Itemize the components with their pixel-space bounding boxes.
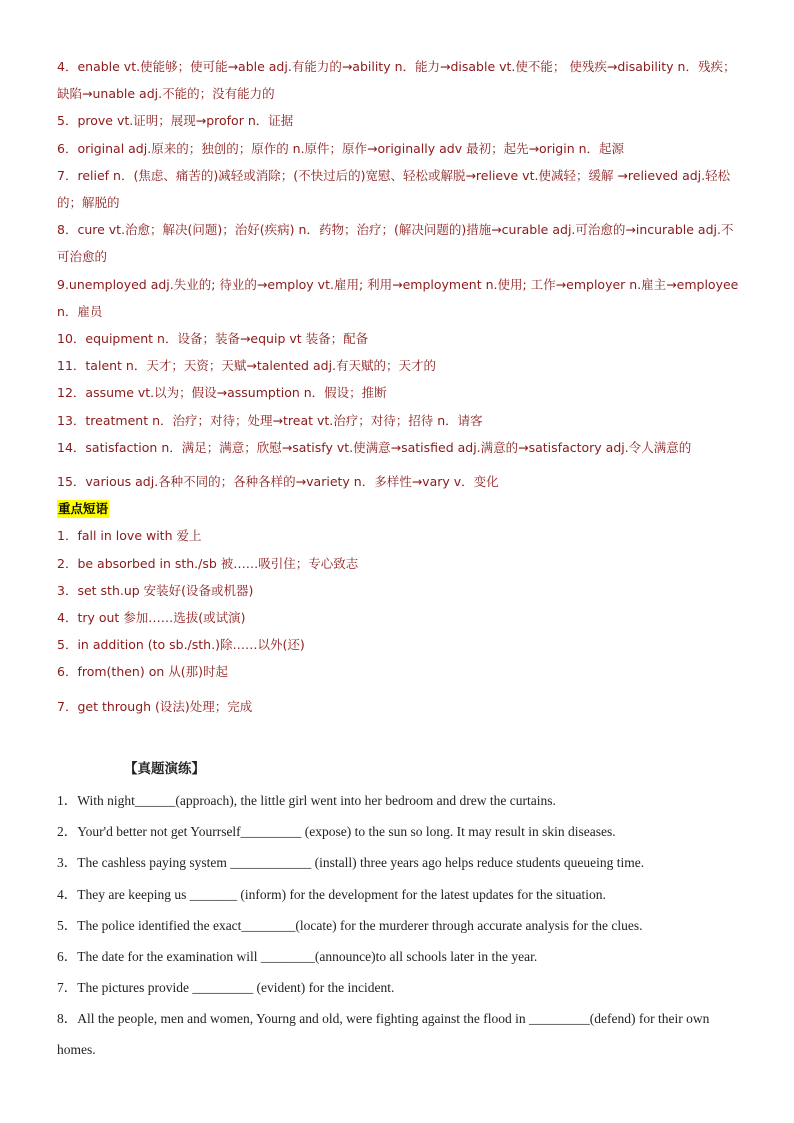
vocab-item: 7．relief n．(焦虑、痛苦的)减轻或消除；(不快过后的)宽慰、轻松或解脱→relieve vt.使减轻；缓解 →relieved adj.轻松的；解脱的 (57, 167, 731, 211)
phrase-item: 3．set sth.up 安装好(设备或机器) (57, 582, 254, 598)
vocab-item: 5．prove vt.证明；展现→profor n．证据 (57, 113, 294, 129)
vocab-item: 9.unemployed adj.失业的; 待业的→employ vt.雇用; 利用→employment n.使用; 工作→employer n.雇主→employee n．雇员 (57, 276, 739, 319)
vocab-item: 11．talent n．天才；天资；天赋→talented adj.有天赋的；天才的 (57, 358, 437, 374)
exercise-item: 4．They are keeping us _______ (inform) for the development for the latest updates for the situation. (57, 886, 606, 902)
vocab-item: 14．satisfaction n．满足；满意；欣慰→satisfy vt.使满意→satisfied adj.满意的→satisfactory adj.令人满意的 (57, 439, 692, 455)
vocab-item: 8．cure vt.治愈；解决(问题)；治好(疾病) n．药物；治疗；(解决问题的)措施→curable adj.可治愈的→incurable adj.不可治愈的 (57, 222, 734, 265)
phrase-item: 1．fall in love with 爱上 (57, 528, 202, 544)
phrase-item: 2．be absorbed in sth./sb 被……吸引住；专心致志 (57, 555, 359, 571)
exam-exercise-list (57, 785, 741, 1065)
exercise-item: 8．All the people, men and women, Yourng and old, were fighting against the flood in _________(defend) for their own homes. (57, 1011, 710, 1058)
phrases-list (57, 522, 741, 719)
vocab-item: 15．various adj.各种不同的；各种各样的→variety n．多样性→vary v．变化 (57, 474, 499, 490)
phrase-item: 4．try out 参加……选拔(或试演) (57, 610, 246, 626)
vocab-item: 10．equipment n．设备；装备→equip vt 装备；配备 (57, 331, 369, 347)
exercise-item: 1．With night______(approach), the little girl went into her bedroom and drew the curtains. (57, 793, 556, 808)
phrase-item: 5．in addition (to sb./sth.)除……以外(还) (57, 637, 305, 653)
exercise-item: 3．The cashless paying system ____________ (install) three years ago helps reduce students queueing time. (57, 855, 645, 871)
exam-section-title: 【真题演练】 (124, 761, 205, 777)
phrases-heading: 重点短语 (58, 501, 109, 517)
vocab-item: 6．original adj.原来的；独创的；原作的 n.原件；原作→originally adv 最初；起先→origin n．起源 (57, 140, 625, 156)
phrase-item: 6．from(then) on 从(那)时起 (57, 664, 229, 680)
exercise-item: 6．The date for the examination will ________(announce)to all schools later in the year. (57, 949, 538, 965)
vocab-item: 13．treatment n．治疗；对待；处理→treat vt.治疗；对待；招待 n．请客 (57, 412, 483, 428)
exercise-item: 7．The pictures provide _________ (evident) for the incident. (57, 980, 395, 996)
vocab-item: 4．enable vt.使能够；使可能→able adj.有能力的→ability n．能力→disable vt.使不能； 使残疾→disability n．残疾；缺陷→unable adj.不能的；没有能力的 (57, 59, 736, 102)
vocab-item: 12．assume vt.以为；假设→assumption n．假设；推断 (57, 385, 387, 401)
exercise-item: 5．The police identified the exact________(locate) for the murderer through accurate analysis for the clues. (57, 917, 643, 933)
vocabulary-list (57, 53, 741, 720)
phrase-item: 7．get through (设法)处理；完成 (57, 698, 253, 714)
exercise-item: 2．Your'd better not get Yourrself_________ (expose) to the sun so long. It may result in skin diseases. (57, 824, 616, 840)
